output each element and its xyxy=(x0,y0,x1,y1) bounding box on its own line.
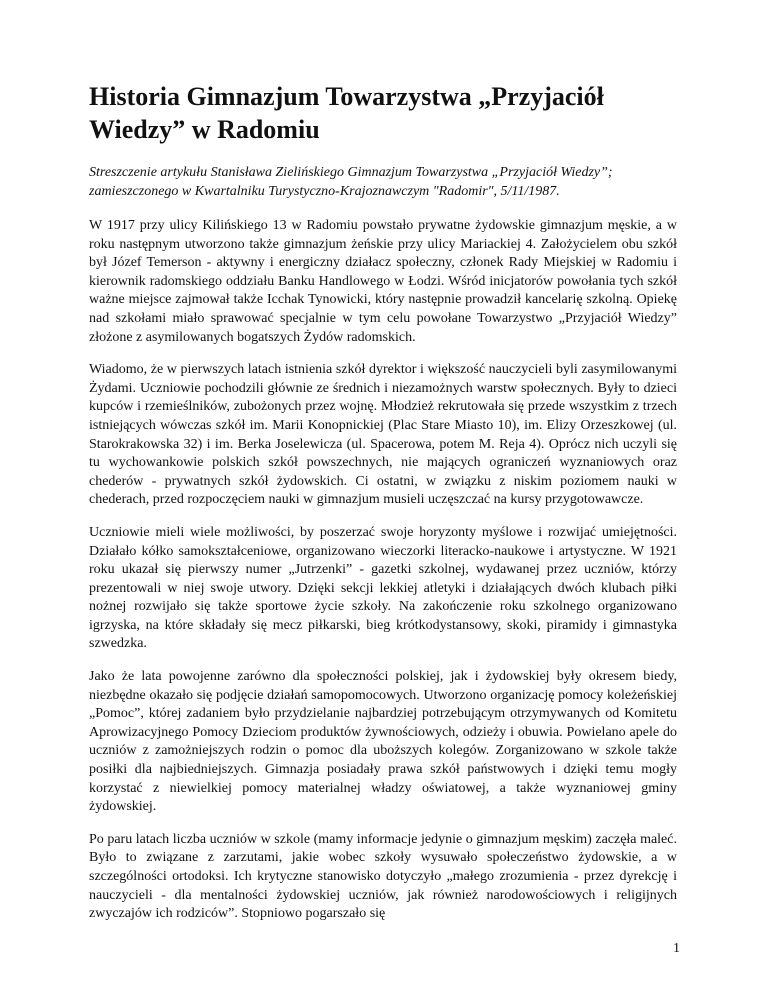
paragraph-3: Uczniowie mieli wiele możliwości, by poszerzać swoje horyzonty myślowe i rozwijać umiejętności. Działało kółko samokształceniowe, organizowano wieczorki literacko-naukowe i artystyczne. W 1921 roku ukazał się pierwszy numer „Jutrzenki” - gazetki szkolnej, wydawanej przez uczniów, którzy prezentowali w niej swoje utwory. Dzięki sekcji lekkiej atletyki i działających dwóch klubach piłki nożnej rozwijało się także sportowe życie szkoły. Na zakończenie roku szkolnego organizowano igrzyska, na które składały się mecz piłkarski, bieg krótkodystansowy, skoki, piramidy i gimnastyka szwedzka. xyxy=(89,524,677,652)
paragraph-2: Wiadomo, że w pierwszych latach istnienia szkół dyrektor i większość nauczycieli byli zasymilowanymi Żydami. Uczniowie pochodzili głównie ze średnich i niezamożnych warstw społecznych. Były to dzieci kupców i rzemieślników, zubożonych przez wojnę. Młodzież rekrutowała się przede wszystkim z trzech istniejących wówczas szkół im. Marii Konopnickiej (Plac Stare Miasto 10), im. Elizy Orzeszkowej (ul. Starokrakowska 32) i im. Berka Joselewicza (ul. Spacerowa, potem M. Reja 4). Oprócz nich uczyli się tu wychowankowie polskich szkół powszechnych, nie mających ograniczeń wyznaniowych oraz chederów - prywatnych szkół żydowskich. Ci ostatni, w związku z niskim poziomem nauki w chederach, przed rozpoczęciem nauki w gimnazjum musieli uczęszczać na kursy przygotowawcze. xyxy=(89,362,677,508)
document-title: Historia Gimnazjum Towarzystwa „Przyjaciół Wiedzy” w Radomiu xyxy=(89,82,604,144)
document-content xyxy=(89,80,677,938)
paragraph-1: W 1917 przy ulicy Kilińskiego 13 w Radomiu powstało prywatne żydowskie gimnazjum męskie, a w roku następnym utworzono także gimnazjum żeńskie przy ulicy Mariackiej 4. Założycielem obu szkół był Józef Temerson - aktywny i energiczny działacz społeczny, członek Rady Miejskiej w Radomiu i kierownik radomskiego oddziału Banku Handlowego w Łodzi. Wśród inicjatorów powołania tych szkół ważne miejsce zajmował także Icchak Tynowicki, który następnie prowadził kancelarię szkolną. Opiekę nad szkołami miało sprawować specjalnie w tym celu powołane Towarzystwo „Przyjaciół Wiedzy” złożone z asymilowanych bogatszych Żydów radomskich. xyxy=(89,218,677,345)
article-abstract: Streszczenie artykułu Stanisława Zielińskiego Gimnazjum Towarzystwa „Przyjaciół Wiedzy”; zamieszczonego w Kwartalniku Turystyczno-Krajoznawczym "Radomir", 5/11/1987. xyxy=(89,165,613,199)
page-number: 1 xyxy=(673,941,680,956)
paragraph-4: Jako że lata powojenne zarówno dla społeczności polskiej, jak i żydowskiej były okresem biedy, niezbędne okazało się podjęcie działań samopomocowych. Utworzono organizację pomocy koleżeńskiej „Pomoc”, której zadaniem było przydzielanie najbardziej potrzebującym otrzymywanych od Komitetu Aprowizacyjnego Pomocy Dzieciom produktów żywnościowych, odzieży i obuwia. Powielano apele do uczniów z zamożniejszych rodzin o pomoc dla uboższych kolegów. Zorganizowano w szkole także posiłki dla najbiedniejszych. Gimnazja posiadały prawa szkół państwowych i dzięki temu mogły korzystać z niewielkiej pomocy materialnej władzy oświatowej, a także wyznaniowej gminy żydowskiej. xyxy=(89,669,677,815)
paragraph-5: Po paru latach liczba uczniów w szkole (mamy informacje jedynie o gimnazjum męskim) zaczęła maleć. Było to związane z zarzutami, jakie wobec szkoły wysuwało społeczeństwo żydowskie, a w szczególności ortodoksi. Ich krytyczne stanowisko dotyczyło „małego zrozumienia - przez dyrekcję i nauczycieli - dla mentalności żydowskiej uczniów, jak również narodowościowych i religijnych zwyczajów ich rodziców”. Stopniowo pogarszało się xyxy=(89,831,677,922)
